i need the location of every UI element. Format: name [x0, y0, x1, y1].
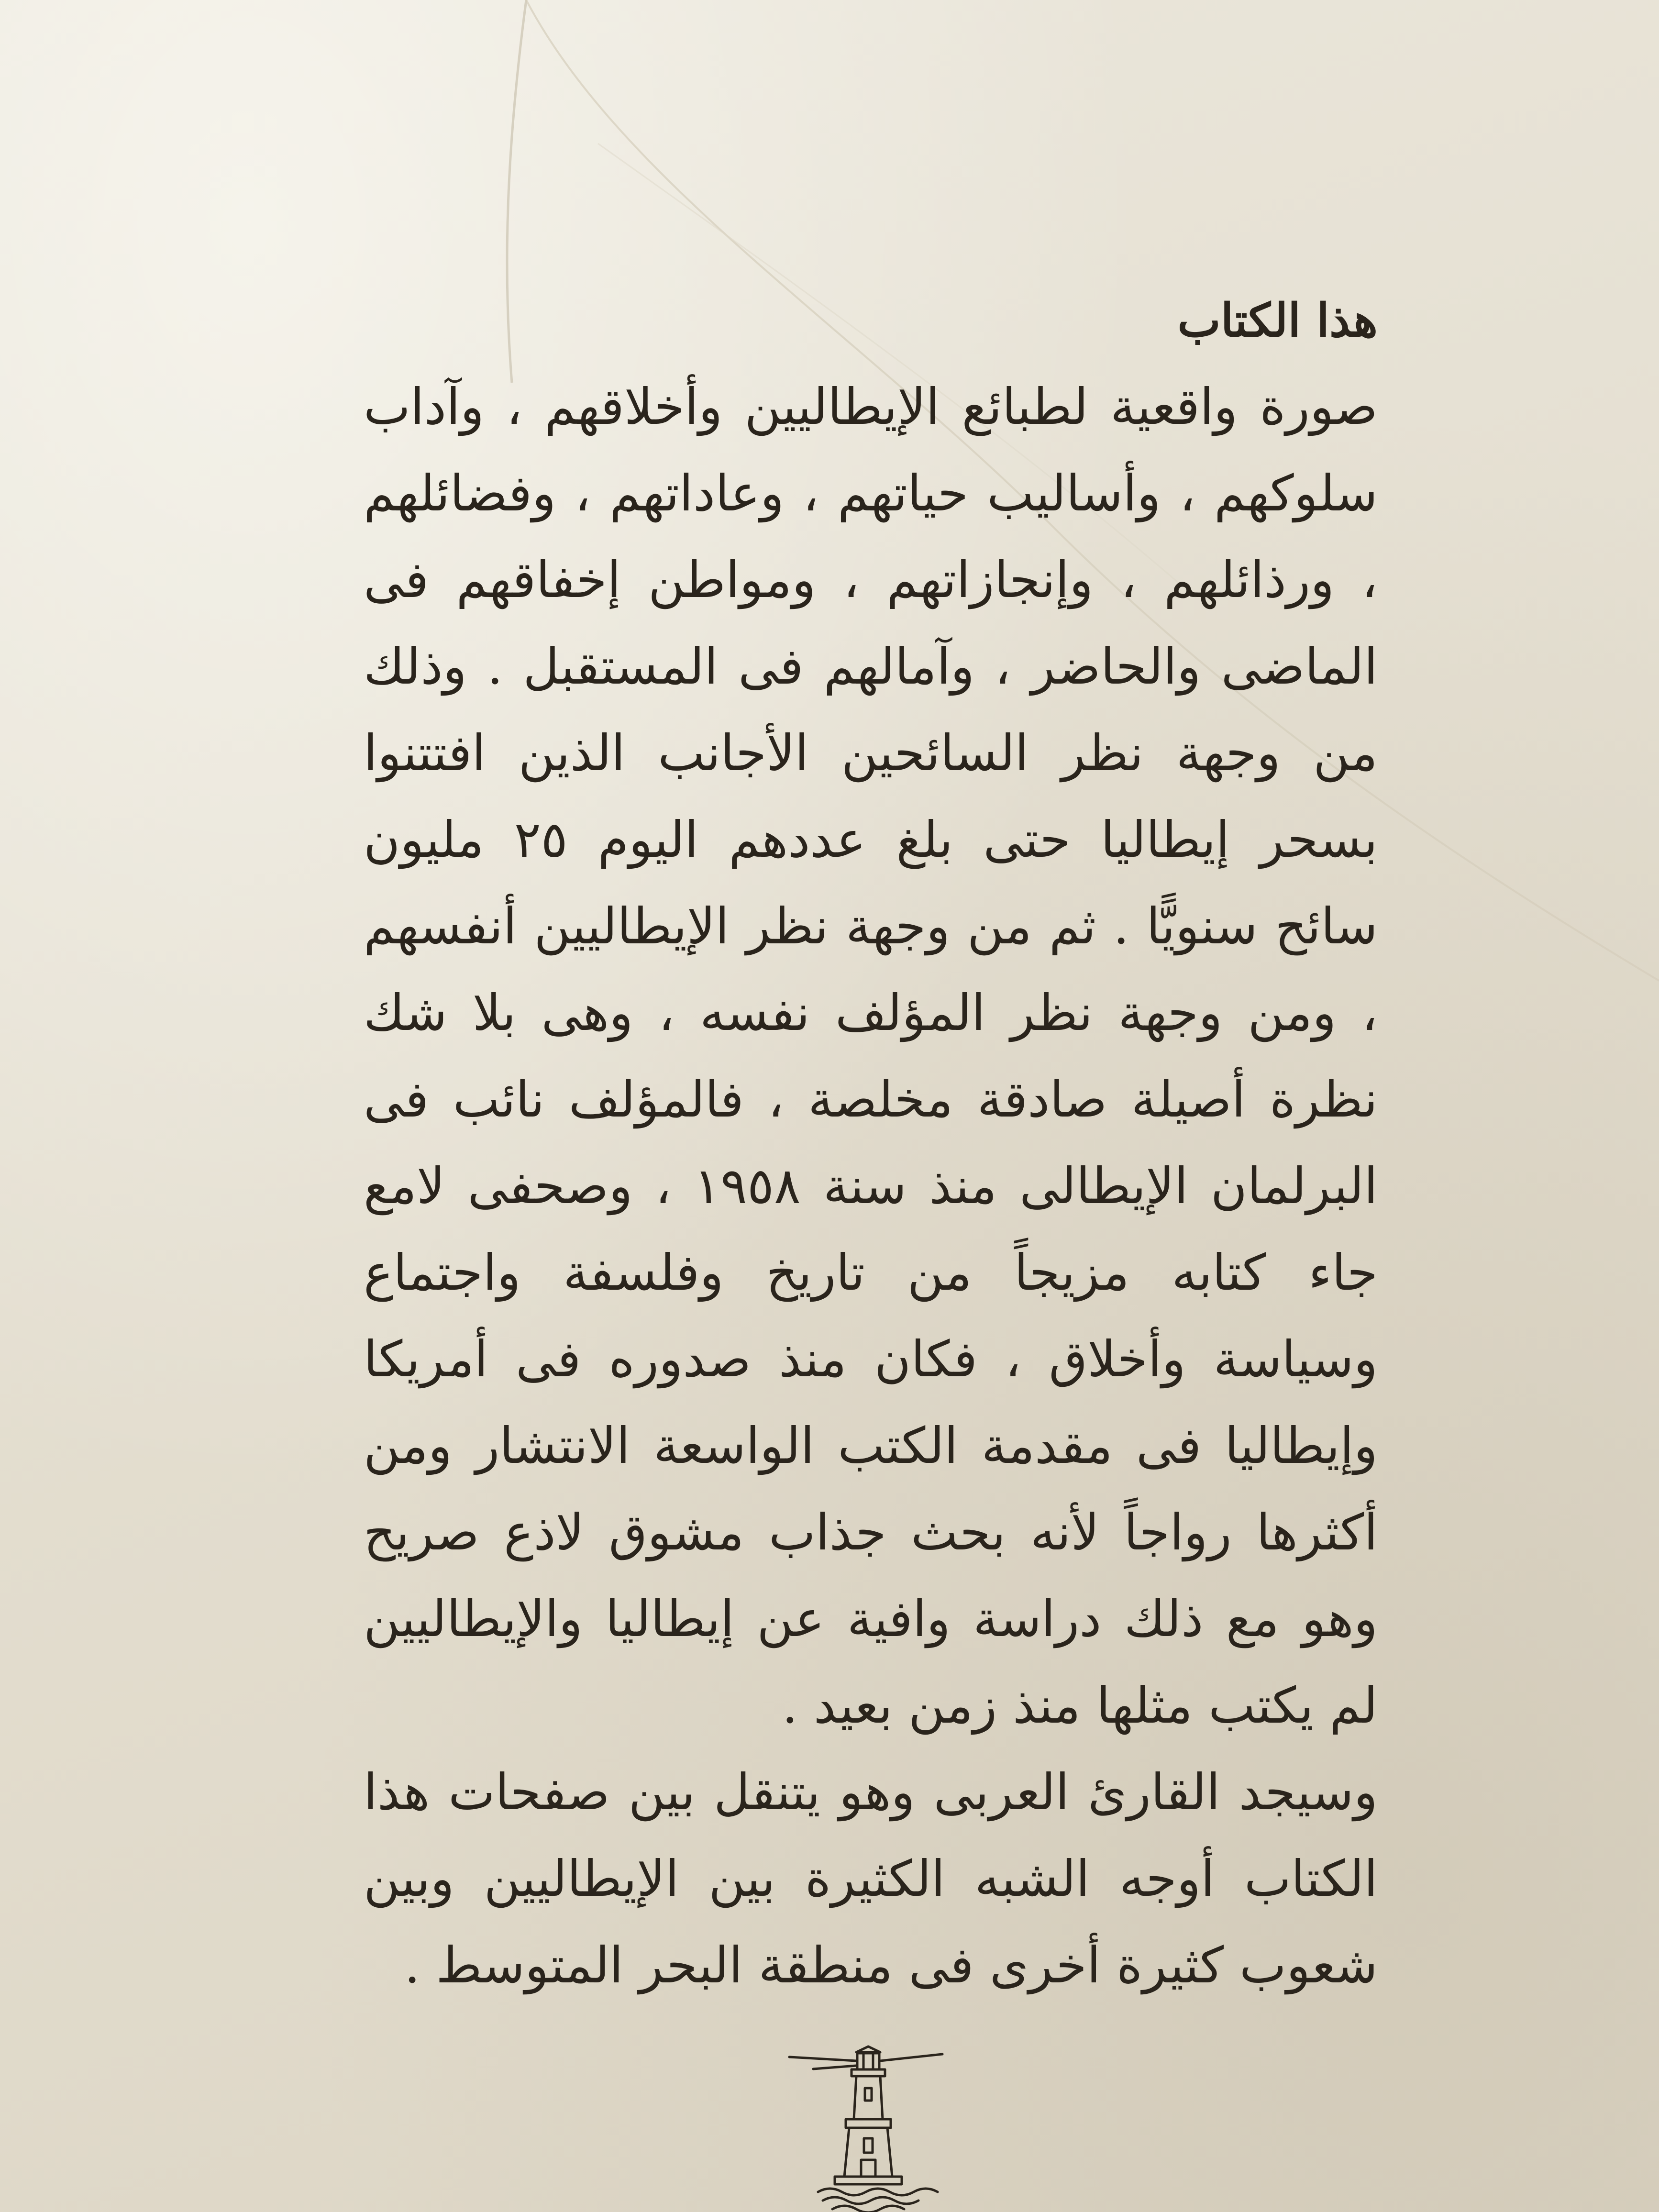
lighthouse-icon	[785, 2043, 947, 2212]
blurb-text-block	[364, 287, 1378, 2009]
blurb-paragraph-1: صورة واقعية لطبائع الإيطاليين وأخلاقهم ، وآداب سلوكهم ، وأساليب حياتهم ، وعاداتهم ، وفضائلهم ، ورذائلهم ، وإنجازاتهم ، ومواطن إخفاقهم فى الماضى والحاضر ، وآمالهم فى المستقبل . وذلك من وجهة نظر السائحين الأجانب الذين افتتنوا بسحر إيطاليا حتى بلغ عددهم اليوم ٢٥ مليون سائح سنويًّا . ثم من وجهة نظر الإيطاليين أنفسهم ، ومن وجهة نظر المؤلف نفسه ، وهى بلا شك نظرة أصيلة صادقة مخلصة ، فالمؤلف نائب فى البرلمان الإيطالى منذ سنة ١٩٥٨ ، وصحفى لامع جاء كتابه مزيجاً من تاريخ وفلسفة واجتماع وسياسة وأخلاق ، فكان منذ صدوره فى أمريكا وإيطاليا فى مقدمة الكتب الواسعة الانتشار ومن أكثرها رواجاً لأنه بحث جذاب مشوق لاذع صريح وهو مع ذلك دراسة وافية عن إيطاليا والإيطاليين لم يكتب مثلها منذ زمن بعيد .	[364, 377, 1378, 1735]
page-title: هذا الكتاب	[1177, 293, 1378, 347]
blurb-paragraph-2: وسيجد القارئ العربى وهو يتنقل بين صفحات هذا الكتاب أوجه الشبه الكثيرة بين الإيطاليين وبين شعوب كثيرة أخرى فى منطقة البحر المتوسط .	[364, 1763, 1378, 1994]
